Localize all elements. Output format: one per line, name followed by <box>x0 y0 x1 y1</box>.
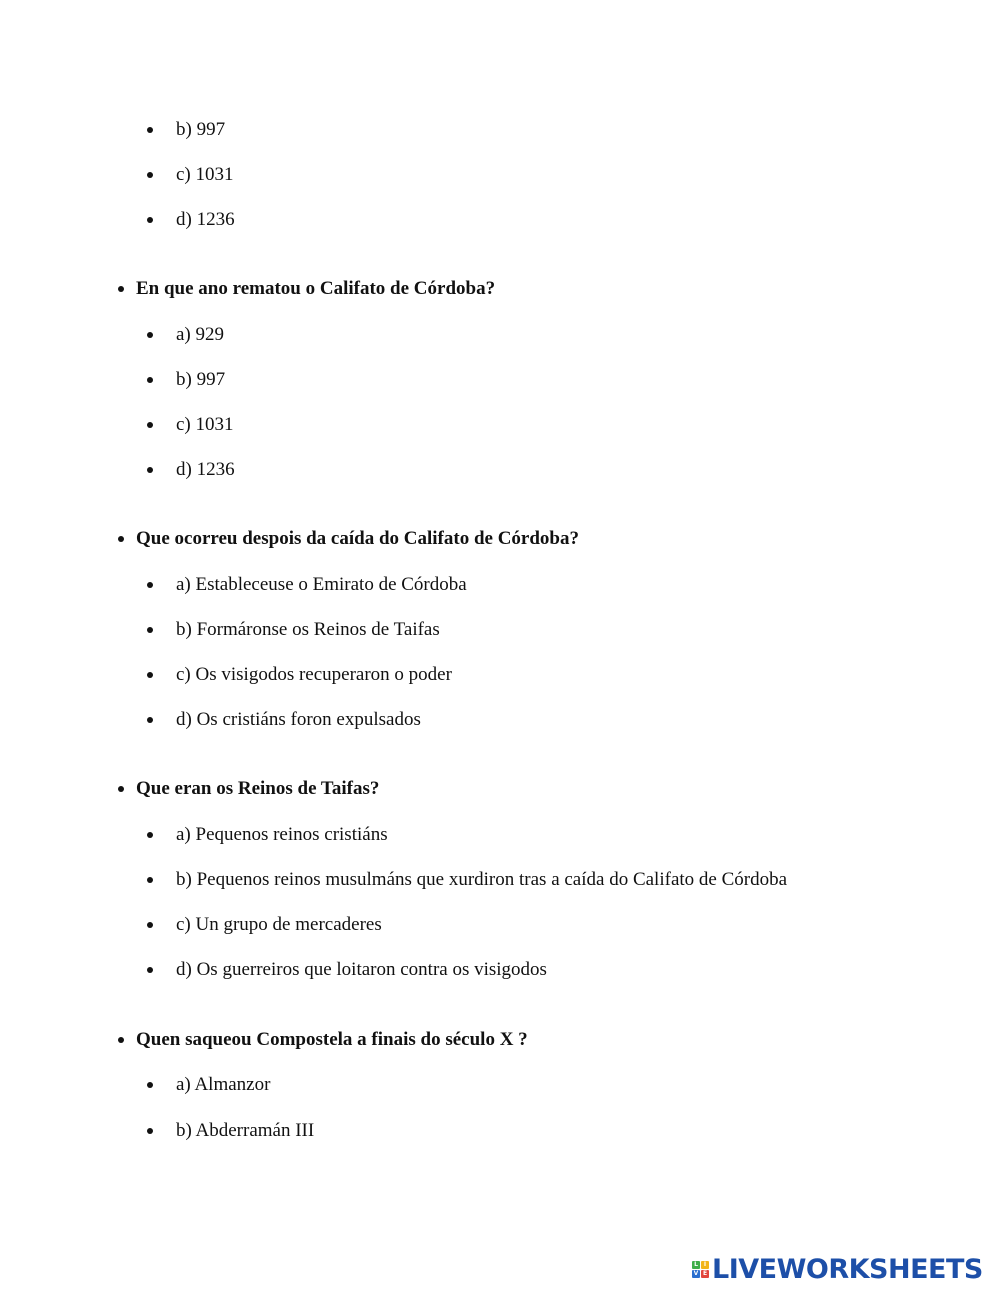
bullet <box>147 967 153 973</box>
answer-option[interactable]: b) 997 <box>176 119 226 140</box>
bullet <box>147 172 153 178</box>
bullet <box>147 672 153 678</box>
bullet <box>147 1128 153 1134</box>
answer-option[interactable]: b) Formáronse os Reinos de Taifas <box>176 619 440 640</box>
answer-option[interactable]: d) Os guerreiros que loitaron contra os visigodos <box>176 959 547 980</box>
bullet <box>147 1082 153 1088</box>
liveworksheets-logo <box>692 1255 983 1285</box>
bullet <box>147 877 153 883</box>
answer-option[interactable]: c) Os visigodos recuperaron o poder <box>176 664 452 685</box>
answer-option[interactable]: c) 1031 <box>176 164 234 185</box>
answer-option[interactable]: b) 997 <box>176 369 226 390</box>
bullet <box>147 832 153 838</box>
answer-option[interactable]: d) 1236 <box>176 459 235 480</box>
bullet <box>147 422 153 428</box>
question-text: Que eran os Reinos de Taifas? <box>136 778 380 799</box>
answer-option[interactable]: a) Pequenos reinos cristiáns <box>176 824 388 845</box>
answer-option[interactable]: d) Os cristiáns foron expulsados <box>176 709 421 730</box>
bullet <box>147 467 153 473</box>
question-text: Quen saqueou Compostela a finais do século X ? <box>136 1029 528 1050</box>
answer-option[interactable]: d) 1236 <box>176 209 235 230</box>
bullet <box>147 217 153 223</box>
bullet <box>118 786 124 792</box>
answer-option[interactable]: a) 929 <box>176 324 225 345</box>
question-text: En que ano rematou o Califato de Córdoba? <box>136 278 496 299</box>
bullet <box>147 332 153 338</box>
logo-mark-icon <box>692 1257 710 1283</box>
logo-text: LIVEWORKSHEETS <box>712 1254 983 1285</box>
bullet <box>118 536 124 542</box>
answer-option[interactable]: b) Pequenos reinos musulmáns que xurdiron tras a caída do Califato de Córdoba <box>176 869 788 890</box>
logo-square: E <box>702 1270 708 1277</box>
bullet <box>147 717 153 723</box>
bullet <box>147 922 153 928</box>
bullet <box>118 1037 124 1043</box>
answer-option[interactable]: a) Estableceuse o Emirato de Córdoba <box>176 574 467 595</box>
answer-option[interactable]: c) Un grupo de mercaderes <box>176 914 382 935</box>
logo-square: V <box>693 1270 699 1277</box>
bullet <box>147 127 153 133</box>
logo-square: I <box>701 1261 709 1269</box>
question-text: Que ocorreu despois da caída do Califato de Córdoba? <box>136 528 580 549</box>
bullet <box>118 286 124 292</box>
answer-option[interactable]: c) 1031 <box>176 414 234 435</box>
bullet <box>147 582 153 588</box>
bullet <box>147 377 153 383</box>
bullet <box>147 627 153 633</box>
answer-option[interactable]: b) Abderramán III <box>176 1120 315 1141</box>
answer-option[interactable]: a) Almanzor <box>176 1074 271 1095</box>
logo-square: L <box>692 1261 700 1269</box>
